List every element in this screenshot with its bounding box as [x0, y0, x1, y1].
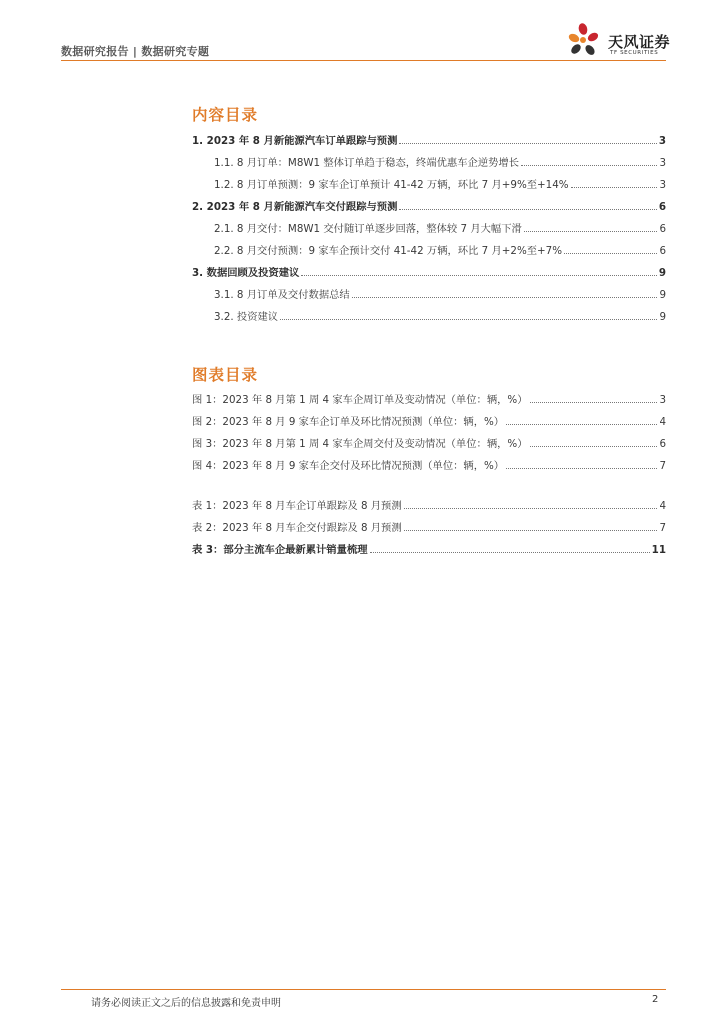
toc-entry[interactable]: [214, 307, 666, 323]
toc-entry[interactable]: [214, 153, 666, 169]
figure-entry-page: 7: [659, 460, 666, 472]
table-entry-text: 表 3：部分主流车企最新累计销量梳理: [192, 544, 368, 556]
leader-dots: [530, 402, 658, 403]
figure-entry-text: 图 3：2023 年 8 月第 1 周 4 家车企周交付及变动情况（单位：辆，%）: [192, 438, 528, 450]
figure-entry-page: 4: [659, 416, 666, 428]
figure-entry[interactable]: [192, 412, 666, 428]
table-entry-page: 11: [651, 544, 666, 556]
leader-dots: [370, 552, 650, 553]
toc-entry-page: 9: [659, 311, 666, 323]
leader-dots: [399, 143, 656, 144]
logo-chinese-name: 天风证券: [608, 33, 671, 51]
figures-title: 图表目录: [192, 366, 259, 384]
table-entry[interactable]: [192, 496, 666, 512]
leader-dots: [404, 508, 658, 509]
table-entry-page: 7: [659, 522, 666, 534]
figure-entry[interactable]: [192, 390, 666, 406]
toc-entry-text: 3. 数据回顾及投资建议: [192, 267, 300, 279]
figure-entry-text: 图 4：2023 年 8 月 9 家车企交付及环比情况预测（单位：辆，%）: [192, 460, 505, 472]
toc-entry-page: 3: [658, 135, 666, 147]
toc-entry-page: 3: [659, 157, 666, 169]
toc-entry-text: 1.2. 8 月订单预测：9 家车企订单预计 41-42 万辆，环比 7 月+9%至+14%: [214, 179, 569, 191]
figure-entry-text: 图 1：2023 年 8 月第 1 周 4 家车企周订单及变动情况（单位：辆，%）: [192, 394, 528, 406]
header-divider: [61, 60, 666, 61]
toc-entry[interactable]: [192, 263, 666, 279]
toc-entry-text: 2.2. 8 月交付预测：9 家车企预计交付 41-42 万辆，环比 7 月+2%至+7%: [214, 245, 562, 257]
footer-divider: [61, 989, 666, 990]
toc-entry-page: 9: [659, 289, 666, 301]
table-entry[interactable]: [192, 540, 666, 556]
toc-entry[interactable]: [214, 241, 666, 257]
toc-entry[interactable]: [214, 285, 666, 301]
leader-dots: [521, 165, 657, 166]
toc-entry-page: 6: [659, 223, 666, 235]
toc-entry[interactable]: [192, 197, 666, 213]
leader-dots: [404, 530, 658, 531]
toc-entry-page: 6: [659, 245, 666, 257]
toc-entry-text: 1. 2023 年 8 月新能源汽车订单跟踪与预测: [192, 135, 398, 147]
leader-dots: [280, 319, 657, 320]
leader-dots: [564, 253, 657, 254]
toc-entry[interactable]: [214, 219, 666, 235]
toc-entry[interactable]: [192, 131, 666, 147]
leader-dots: [301, 275, 656, 276]
leader-dots: [352, 297, 658, 298]
leader-dots: [506, 424, 657, 425]
figure-entry[interactable]: [192, 456, 666, 472]
page-number: 2: [652, 994, 659, 1005]
toc-entry-text: 3.1. 8 月订单及交付数据总结: [214, 289, 350, 301]
company-logo: [566, 22, 676, 60]
tf-flower-logo-icon: [566, 22, 604, 60]
toc-entry[interactable]: [214, 175, 666, 191]
toc-entry-text: 2. 2023 年 8 月新能源汽车交付跟踪与预测: [192, 201, 398, 213]
table-entry-page: 4: [659, 500, 666, 512]
leader-dots: [399, 209, 656, 210]
toc-entry-text: 1.1. 8 月订单：M8W1 整体订单趋于稳态，终端优惠车企逆势增长: [214, 157, 520, 169]
table-entry-text: 表 1：2023 年 8 月车企订单跟踪及 8 月预测: [192, 500, 402, 512]
figure-entry-text: 图 2：2023 年 8 月 9 家车企订单及环比情况预测（单位：辆，%）: [192, 416, 505, 428]
leader-dots: [530, 446, 658, 447]
toc-entry-page: 6: [658, 201, 666, 213]
toc-entry-text: 3.2. 投资建议: [214, 311, 279, 323]
leader-dots: [524, 231, 658, 232]
toc-entry-text: 2.1. 8 月交付：M8W1 交付随订单逐步回落，整体较 7 月大幅下滑: [214, 223, 522, 235]
toc-title: 内容目录: [192, 106, 259, 124]
figure-entry[interactable]: [192, 434, 666, 450]
table-entry[interactable]: [192, 518, 666, 534]
toc-entry-page: 9: [658, 267, 666, 279]
report-category: 数据研究报告 | 数据研究专题: [61, 45, 210, 58]
figure-entry-page: 6: [659, 438, 666, 450]
toc-entry-page: 3: [659, 179, 666, 191]
leader-dots: [506, 468, 657, 469]
table-entry-text: 表 2：2023 年 8 月车企交付跟踪及 8 月预测: [192, 522, 402, 534]
logo-english-name: TF SECURITIES: [610, 50, 659, 56]
figure-entry-page: 3: [659, 394, 666, 406]
leader-dots: [571, 187, 658, 188]
footer-disclaimer: 请务必阅读正文之后的信息披露和免责申明: [91, 998, 281, 1009]
